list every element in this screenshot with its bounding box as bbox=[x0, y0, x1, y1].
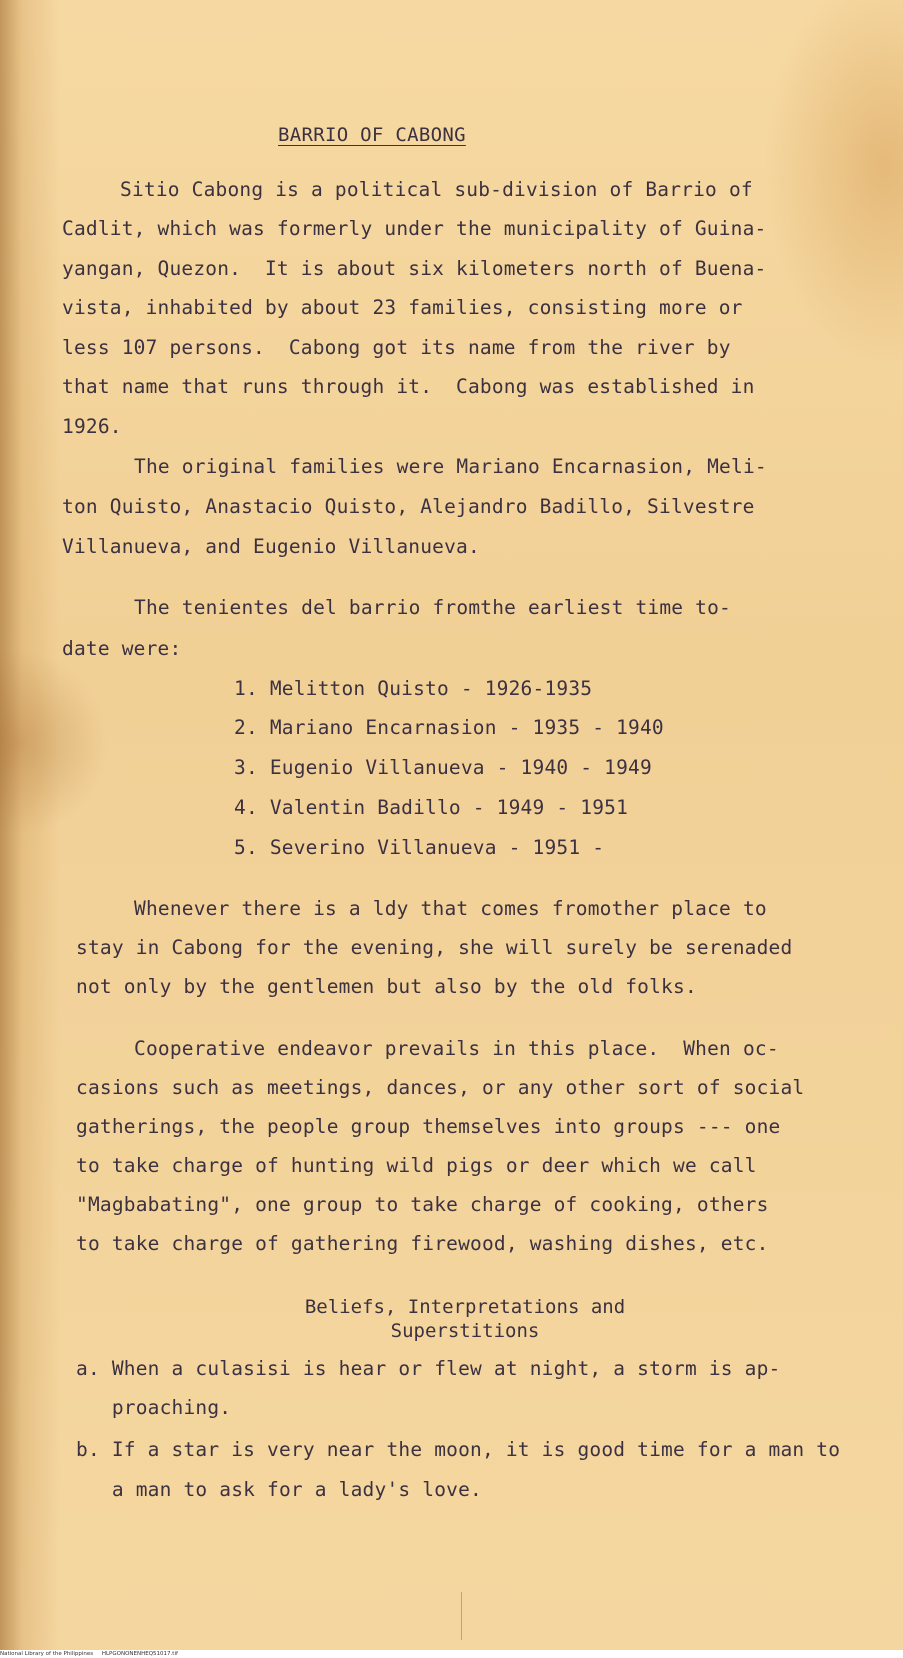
teniente-item-3: 3. Eugenio Villanueva - 1940 - 1949 bbox=[234, 756, 652, 779]
paragraph-5-line-6: to take charge of gathering firewood, washing dishes, etc. bbox=[76, 1232, 769, 1255]
paragraph-1-line-3: yangan, Quezon. It is about six kilometers north of Buena- bbox=[62, 257, 767, 280]
beliefs-heading-line-1: Beliefs, Interpretations and bbox=[304, 1296, 626, 1318]
paragraph-3-line-2: date were: bbox=[62, 637, 182, 660]
belief-b-line-1: b. If a star is very near the moon, it is good time for a man to bbox=[76, 1438, 841, 1461]
teniente-item-4: 4. Valentin Badillo - 1949 - 1951 bbox=[234, 796, 629, 819]
beliefs-heading bbox=[250, 1295, 680, 1343]
paragraph-3-line-1: The tenientes del barrio fromthe earliest time to- bbox=[134, 596, 731, 619]
beliefs-heading-line-2: Superstitions bbox=[390, 1320, 540, 1342]
paragraph-5-line-4: to take charge of hunting wild pigs or deer which we call bbox=[76, 1154, 757, 1177]
paragraph-2-line-2: ton Quisto, Anastacio Quisto, Alejandro Badillo, Silvestre bbox=[62, 495, 755, 518]
paragraph-4-line-3: not only by the gentlemen but also by the old folks. bbox=[76, 975, 697, 998]
teniente-item-2: 2. Mariano Encarnasion - 1935 - 1940 bbox=[234, 716, 664, 739]
paper-fold-mark bbox=[461, 1592, 462, 1640]
paragraph-1-line-4: vista, inhabited by about 23 families, consisting more or bbox=[62, 296, 743, 319]
belief-a-line-1: a. When a culasisi is hear or flew at night, a storm is ap- bbox=[76, 1357, 781, 1380]
paragraph-1-line-1: Sitio Cabong is a political sub-division of Barrio of bbox=[120, 178, 753, 201]
paragraph-2-line-1: The original families were Mariano Encarnasion, Meli- bbox=[134, 455, 767, 478]
teniente-item-5: 5. Severino Villanueva - 1951 - bbox=[234, 836, 605, 859]
paragraph-2-line-3: Villanueva, and Eugenio Villanueva. bbox=[62, 535, 480, 558]
paragraph-5-line-1: Cooperative endeavor prevails in this place. When oc- bbox=[134, 1037, 779, 1060]
paragraph-1-line-2: Cadlit, which was formerly under the municipality of Guina- bbox=[62, 217, 767, 240]
document-title: BARRIO OF CABONG bbox=[278, 124, 466, 146]
paragraph-5-line-3: gatherings, the people group themselves into groups --- one bbox=[76, 1115, 781, 1138]
paragraph-1-line-5: less 107 persons. Cabong got its name from the river by bbox=[62, 336, 731, 359]
paragraph-4-line-2: stay in Cabong for the evening, she will surely be serenaded bbox=[76, 936, 793, 959]
scan-footer: National Library of the Philippines HLPGONONENHEQ51017.tif bbox=[0, 1650, 903, 1658]
paragraph-4-line-1: Whenever there is a ldy that comes fromother place to bbox=[134, 897, 767, 920]
paragraph-5-line-2: casions such as meetings, dances, or any other sort of social bbox=[76, 1076, 805, 1099]
paragraph-1-line-7: 1926. bbox=[62, 415, 122, 438]
belief-a-line-2: proaching. bbox=[76, 1396, 232, 1419]
paragraph-1-line-6: that name that runs through it. Cabong was established in bbox=[62, 375, 755, 398]
belief-b-line-2: a man to ask for a lady's love. bbox=[76, 1478, 482, 1501]
paragraph-5-line-5: "Magbabating", one group to take charge of cooking, others bbox=[76, 1193, 769, 1216]
teniente-item-1: 1. Melitton Quisto - 1926-1935 bbox=[234, 677, 593, 700]
